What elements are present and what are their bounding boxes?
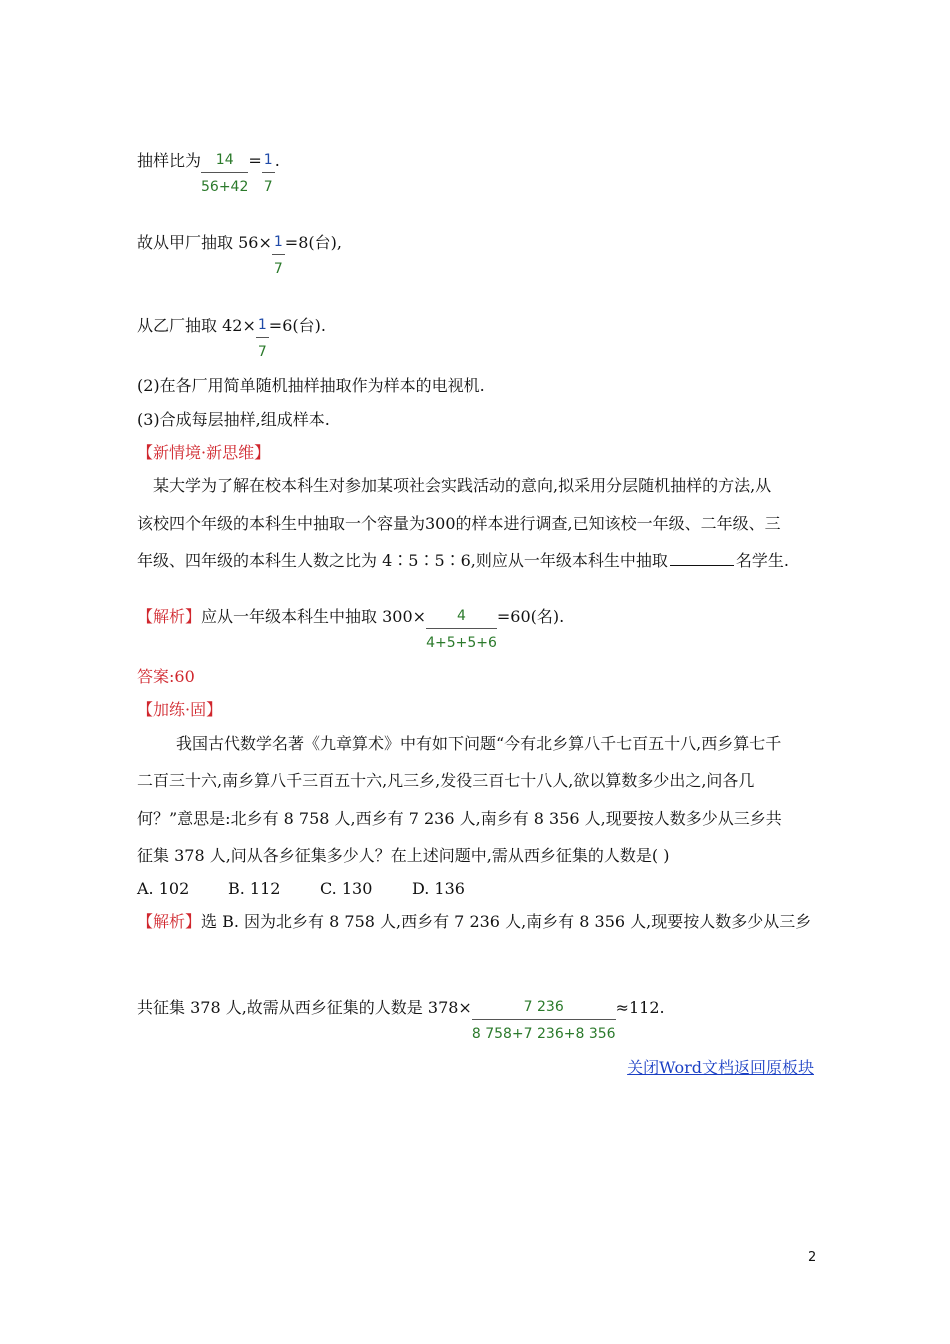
sampling-ratio-prefix: 抽样比为 [137, 151, 202, 170]
solution-tag: 【解析】 [137, 912, 202, 931]
period: . [274, 151, 280, 170]
problem-2-line-4: 征集 378 人,问从各乡征集多少人？在上述问题中,需从西乡征集的人数是( ) [137, 846, 670, 865]
step-3-text: (3)合成每层抽样,组成样本. [137, 410, 330, 429]
fraction-numerator: 14 [201, 152, 248, 173]
solution-tag: 【解析】 [137, 607, 202, 626]
solution-2-text: 选 B. 因为北乡有 8 758 人,西乡有 7 236 人,南乡有 8 356 人,现要按人数多少从三乡 [201, 912, 812, 931]
fraction-numerator: 1 [272, 234, 285, 255]
sampling-ratio-line [137, 140, 280, 195]
option-a: A. 102 [137, 879, 190, 898]
solution-2-line-1 [137, 912, 811, 932]
problem-2-line-1: 我国古代数学名著《九章算术》中有如下问题“今有北乡算八千七百五十八,西乡算七千 [176, 734, 782, 753]
return-link[interactable] [627, 1058, 814, 1078]
solution-1-result: =60(名). [496, 607, 565, 626]
equals-sign: = [248, 151, 262, 170]
problem-1-line-2: 该校四个年级的本科生中抽取一个容量为300的样本进行调查,已知该校一年级、二年级、三 [137, 514, 781, 533]
solution-2-line-2 [137, 987, 665, 1042]
solution-1-line [137, 596, 565, 651]
problem-2-line-2: 二百三十六,南乡算八千三百五十六,凡三乡,发役三百七十八人,欲以算数多少出之,问各几 [137, 771, 755, 790]
option-b: B. 112 [228, 879, 281, 898]
section-title-new-context: 【新情境·新思维】 [137, 443, 271, 462]
solution-2-result: ≈112. [615, 998, 665, 1017]
problem-2-line-3: 何？”意思是:北乡有 8 758 人,西乡有 7 236 人,南乡有 8 356 人,现要按人数多少从三乡共 [137, 809, 782, 828]
solution-1-prefix: 应从一年级本科生中抽取 300× [201, 607, 427, 626]
problem-1-line-3-end: 名学生. [735, 551, 789, 570]
fraction-denominator: 7 [263, 179, 273, 195]
fraction-denominator: 56+42 [201, 179, 249, 195]
fraction-numerator: 7 236 [472, 999, 616, 1020]
fraction-numerator: 1 [256, 317, 269, 338]
return-link-text[interactable]: 关闭Word文档返回原板块 [627, 1058, 814, 1077]
fraction-4-over-20 [426, 608, 497, 651]
fraction-1-over-7 [262, 152, 275, 195]
fraction-denominator: 8 758+7 236+8 356 [471, 1026, 616, 1042]
factory-yi-line [137, 305, 326, 360]
problem-1-line-1: 某大学为了解在校本科生对参加某项社会实践活动的意向,拟采用分层随机抽样的方法,从 [153, 476, 772, 495]
factory-jia-line [137, 222, 342, 277]
factory-jia-result: =8(台), [284, 233, 342, 252]
step-2-text: (2)在各厂用简单随机抽样抽取作为样本的电视机. [137, 376, 485, 395]
problem-1-line-3 [137, 551, 789, 571]
fraction-1-over-7 [256, 317, 269, 360]
fraction-1-over-7 [272, 234, 285, 277]
factory-yi-result: =6(台). [268, 316, 326, 335]
section-title-practice: 【加练·固】 [137, 700, 223, 719]
solution-2-prefix: 共征集 378 人,故需从西乡征集的人数是 378× [137, 998, 472, 1017]
fraction-denominator: 7 [273, 261, 283, 277]
fraction-denominator: 7 [257, 344, 267, 360]
page-number: 2 [808, 1250, 817, 1265]
fraction-numerator: 4 [426, 608, 497, 629]
option-d: D. 136 [412, 879, 465, 898]
factory-yi-prefix: 从乙厂抽取 42× [137, 316, 256, 335]
fraction-7236-over-total [472, 999, 616, 1042]
fraction-numerator: 1 [262, 152, 275, 173]
factory-jia-prefix: 故从甲厂抽取 56× [137, 233, 272, 252]
answer-1: 答案:60 [137, 667, 195, 686]
option-c: C. 130 [320, 879, 373, 898]
fraction-14-over-98 [201, 152, 248, 195]
fraction-denominator: 4+5+5+6 [426, 635, 497, 651]
answer-blank [670, 551, 734, 566]
problem-1-line-3-text: 年级、四年级的本科生人数之比为 4∶5∶5∶6,则应从一年级本科生中抽取 [137, 551, 668, 570]
